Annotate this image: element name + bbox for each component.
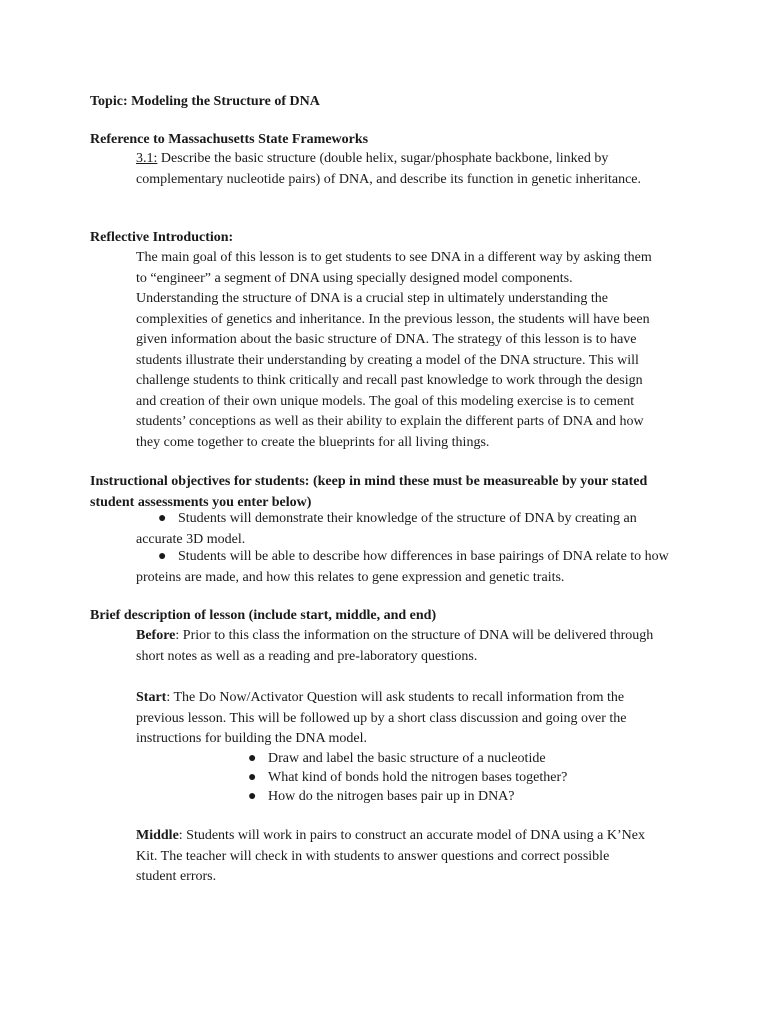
before-paragraph xyxy=(136,626,656,667)
framework-text: Describe the basic structure (double helix, sugar/phosphate backbone, linked by complementary nucleotide pairs) of DNA, and describe its function in genetic inheritance. xyxy=(136,151,641,187)
description-heading: Brief description of lesson (include start, middle, and end) xyxy=(90,608,437,623)
before-text: : Prior to this class the information on the structure of DNA will be delivered through short notes as well as a reading and pre-laboratory questions. xyxy=(136,628,654,664)
bullet-icon: ● xyxy=(248,770,257,785)
start-label: Start xyxy=(136,690,167,705)
middle-text: : Students will work in pairs to construct an accurate model of DNA using a K’Nex Kit. The teacher will check in with students to answer questions and correct possible student errors. xyxy=(136,828,645,884)
middle-paragraph xyxy=(136,826,652,888)
objective-item-1: ● Students will demonstrate their knowledge of the structure of DNA by creating an accurate 3D model. xyxy=(136,511,637,547)
reflective-paragraph: The main goal of this lesson is to get students to see DNA in a different way by asking them to “engineer” a segment of DNA using specially designed model components. Understanding the structure of DNA is a crucial step in ultimately understanding the complexities of genetics and inheritance. In the previous lesson, the students will have been given information about the basic structure of DNA. The strategy of this lesson is to have students illustrate their understanding by creating a model of the DNA structure. This will challenge students to think critically and recall past knowledge to work through the design and creation of their own unique models. The goal of this modeling exercise is to cement students’ conceptions as well as their ability to explain the different parts of DNA and how they come together to create the blueprints for all living things. xyxy=(136,250,652,450)
reference-heading: Reference to Massachusetts State Frameworks xyxy=(90,132,369,147)
question-item-2: ● What kind of bonds hold the nitrogen bases together? xyxy=(248,768,668,788)
objective-item-2: ● Students will be able to describe how differences in base pairings of DNA relate to how proteins are made, and how this relates to gene expression and genetic traits. xyxy=(136,549,669,585)
bullet-icon: ● xyxy=(158,549,167,564)
start-text: : The Do Now/Activator Question will ask students to recall information from the previous lesson. This will be followed up by a short class discussion and going over the instructions for building the DNA model. xyxy=(136,690,627,746)
bullet-icon: ● xyxy=(248,751,257,766)
question-item-3: ● How do the nitrogen bases pair up in DNA? xyxy=(248,787,668,807)
reference-paragraph xyxy=(136,149,656,190)
topic-heading: Topic: Modeling the Structure of DNA xyxy=(90,94,320,109)
question-item-1: ● Draw and label the basic structure of a nucleotide xyxy=(248,749,668,769)
framework-code: 3.1: xyxy=(136,151,158,166)
reflective-heading: Reflective Introduction: xyxy=(90,230,234,245)
bullet-icon: ● xyxy=(158,511,167,526)
before-label: Before xyxy=(136,628,176,643)
middle-label: Middle xyxy=(136,828,179,843)
start-paragraph xyxy=(136,688,666,750)
bullet-icon: ● xyxy=(248,789,257,804)
objectives-heading: Instructional objectives for students: (keep in mind these must be measureable by your stated student assessments you enter below) xyxy=(90,474,648,510)
